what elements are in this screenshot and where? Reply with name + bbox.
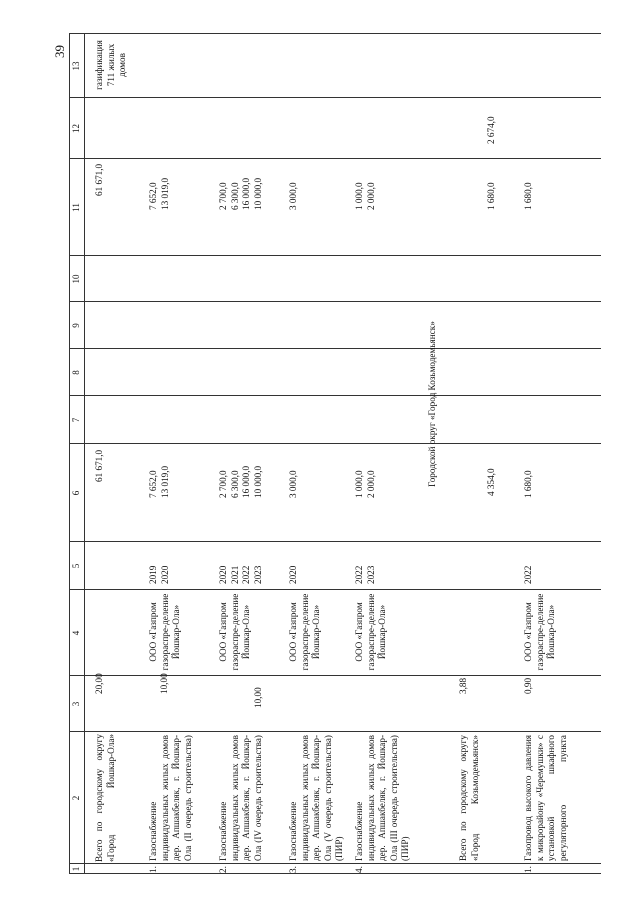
row-3-executor: ООО «Газпром газораспре-деление Йошкар-Ола» <box>288 593 321 671</box>
col-header-8: 8 <box>71 370 81 375</box>
col-border-6 <box>69 443 601 444</box>
col-border-7 <box>69 395 601 396</box>
row-2-budget: 2 700,0 6 300,0 16 000,0 10 000,0 <box>218 177 263 210</box>
col-border-9 <box>69 301 601 302</box>
total-kozmodemyansk-extra: 2 674,0 <box>486 116 496 144</box>
row-3-budget: 3 000,0 <box>288 182 298 210</box>
row-1-budget: 7 652,0 13 019,0 <box>148 177 170 210</box>
col-header-5: 5 <box>71 563 81 569</box>
total-kozmodemyansk-sum: 4 354,0 <box>486 468 496 496</box>
total-yoshkar-ola-length: 20,00 <box>94 673 104 694</box>
row-1-length: 10,00 <box>159 673 169 694</box>
table-top-rule <box>69 34 70 874</box>
row-2-name: Газоснабжение индивидуальных жилых домов дер. Апшакбеляк, г. Йошкар-Ола (IV очередь строительства) <box>218 735 263 861</box>
col-border-10 <box>69 255 601 256</box>
section-kozmodemyansk: Городской округ «Город Козьмодемьянск» <box>427 321 437 487</box>
row-1-years: 2019 2020 <box>148 565 170 584</box>
col-header-7: 7 <box>71 417 81 423</box>
col-border-3 <box>69 675 601 676</box>
col-border-2 <box>69 731 601 732</box>
col-header-12: 12 <box>71 124 81 133</box>
col-header-6: 6 <box>71 490 81 496</box>
col-header-3: 3 <box>71 701 81 707</box>
row-4-name: Газоснабжение индивидуальных жилых домов дер. Апшакбеляк, г. Йошкар-Ола (III очередь строительства) (ПИР) <box>354 735 410 861</box>
row-4-years: 2022 2023 <box>354 565 376 584</box>
total-yoshkar-ola-budget: 61 671,0 <box>94 163 104 196</box>
row-2-length: 10,00 <box>253 687 263 708</box>
row-2-number: 2. <box>218 866 228 873</box>
col-border-5 <box>69 541 601 542</box>
row-1-number: 1. <box>148 866 158 873</box>
col-header-9: 9 <box>71 323 81 328</box>
col-header-2: 2 <box>71 795 81 801</box>
row-k1-length: 0,90 <box>523 677 533 694</box>
col-header-13: 13 <box>71 61 81 71</box>
row-1-sums: 7 652,0 13 019,0 <box>148 465 170 498</box>
row-4-budget: 1 000,0 2 000,0 <box>354 182 376 210</box>
col-border-12 <box>69 97 601 98</box>
col-border-11 <box>69 158 601 159</box>
col-header-10: 10 <box>71 274 81 284</box>
row-k1-budget: 1 680,0 <box>523 182 533 210</box>
col-header-11: 11 <box>71 203 81 212</box>
row-3-sum: 3 000,0 <box>288 470 298 498</box>
row-3-year: 2020 <box>288 565 298 584</box>
col-border-0 <box>69 873 601 874</box>
row-k1-year: 2022 <box>523 565 533 584</box>
row-2-executor: ООО «Газпром газораспре-деление Йошкар-Ола» <box>218 593 251 671</box>
row-3-name: Газоснабжение индивидуальных жилых домов дер. Апшакбеляк, г. Йошкар-Ола (V очередь строительства) (ПИР) <box>288 735 344 861</box>
row-1-name: Газоснабжение индивидуальных жилых домов дер. Апшакбеляк, г. Йошкар-Ола (II очередь строительства) <box>148 735 193 861</box>
row-2-years: 2020 2021 2022 2023 <box>218 565 263 584</box>
row-4-number: 4. <box>354 866 364 873</box>
col-border-1 <box>69 863 601 864</box>
col-header-4: 4 <box>71 630 81 636</box>
total-kozmodemyansk-length: 3,88 <box>458 677 468 694</box>
row-k1-sum: 1 680,0 <box>523 470 533 498</box>
row-2-sums: 2 700,0 6 300,0 16 000,0 10 000,0 <box>218 465 263 498</box>
col-border-8 <box>69 348 601 349</box>
row-4-sums: 1 000,0 2 000,0 <box>354 470 376 498</box>
total-yoshkar-ola-sum: 61 671,0 <box>94 449 104 482</box>
row-3-number: 3. <box>288 866 298 873</box>
row-1-executor: ООО «Газпром газораспре-деление Йошкар-Ола» <box>148 593 181 671</box>
total-yoshkar-ola-name: Всего по городскому округу «Город Йошкар-Ола» <box>94 734 116 862</box>
total-kozmodemyansk-budget: 1 680,0 <box>486 182 496 210</box>
table <box>71 34 601 874</box>
row-k1-name: Газопровод высокого давления к микрорайону «Черемушки» с установкой шкафного регуляторного пункта <box>523 735 568 861</box>
page-number: 39 <box>52 45 67 58</box>
row-4-executor: ООО «Газпром газораспре-деление Йошкар-Ола» <box>354 593 387 671</box>
row-k1-number: 1. <box>523 866 533 873</box>
col-header-1: 1 <box>71 866 81 872</box>
gasification-note: газификация 711 жилых домов <box>94 40 127 90</box>
col-border-13 <box>69 33 601 34</box>
total-kozmodemyansk-name: Всего по городскому округу «Город Козьмодемьянск» <box>458 735 480 861</box>
header-rule <box>84 34 85 874</box>
row-k1-executor: ООО «Газпром газораспре-деление Йошкар-Ола» <box>523 593 556 671</box>
